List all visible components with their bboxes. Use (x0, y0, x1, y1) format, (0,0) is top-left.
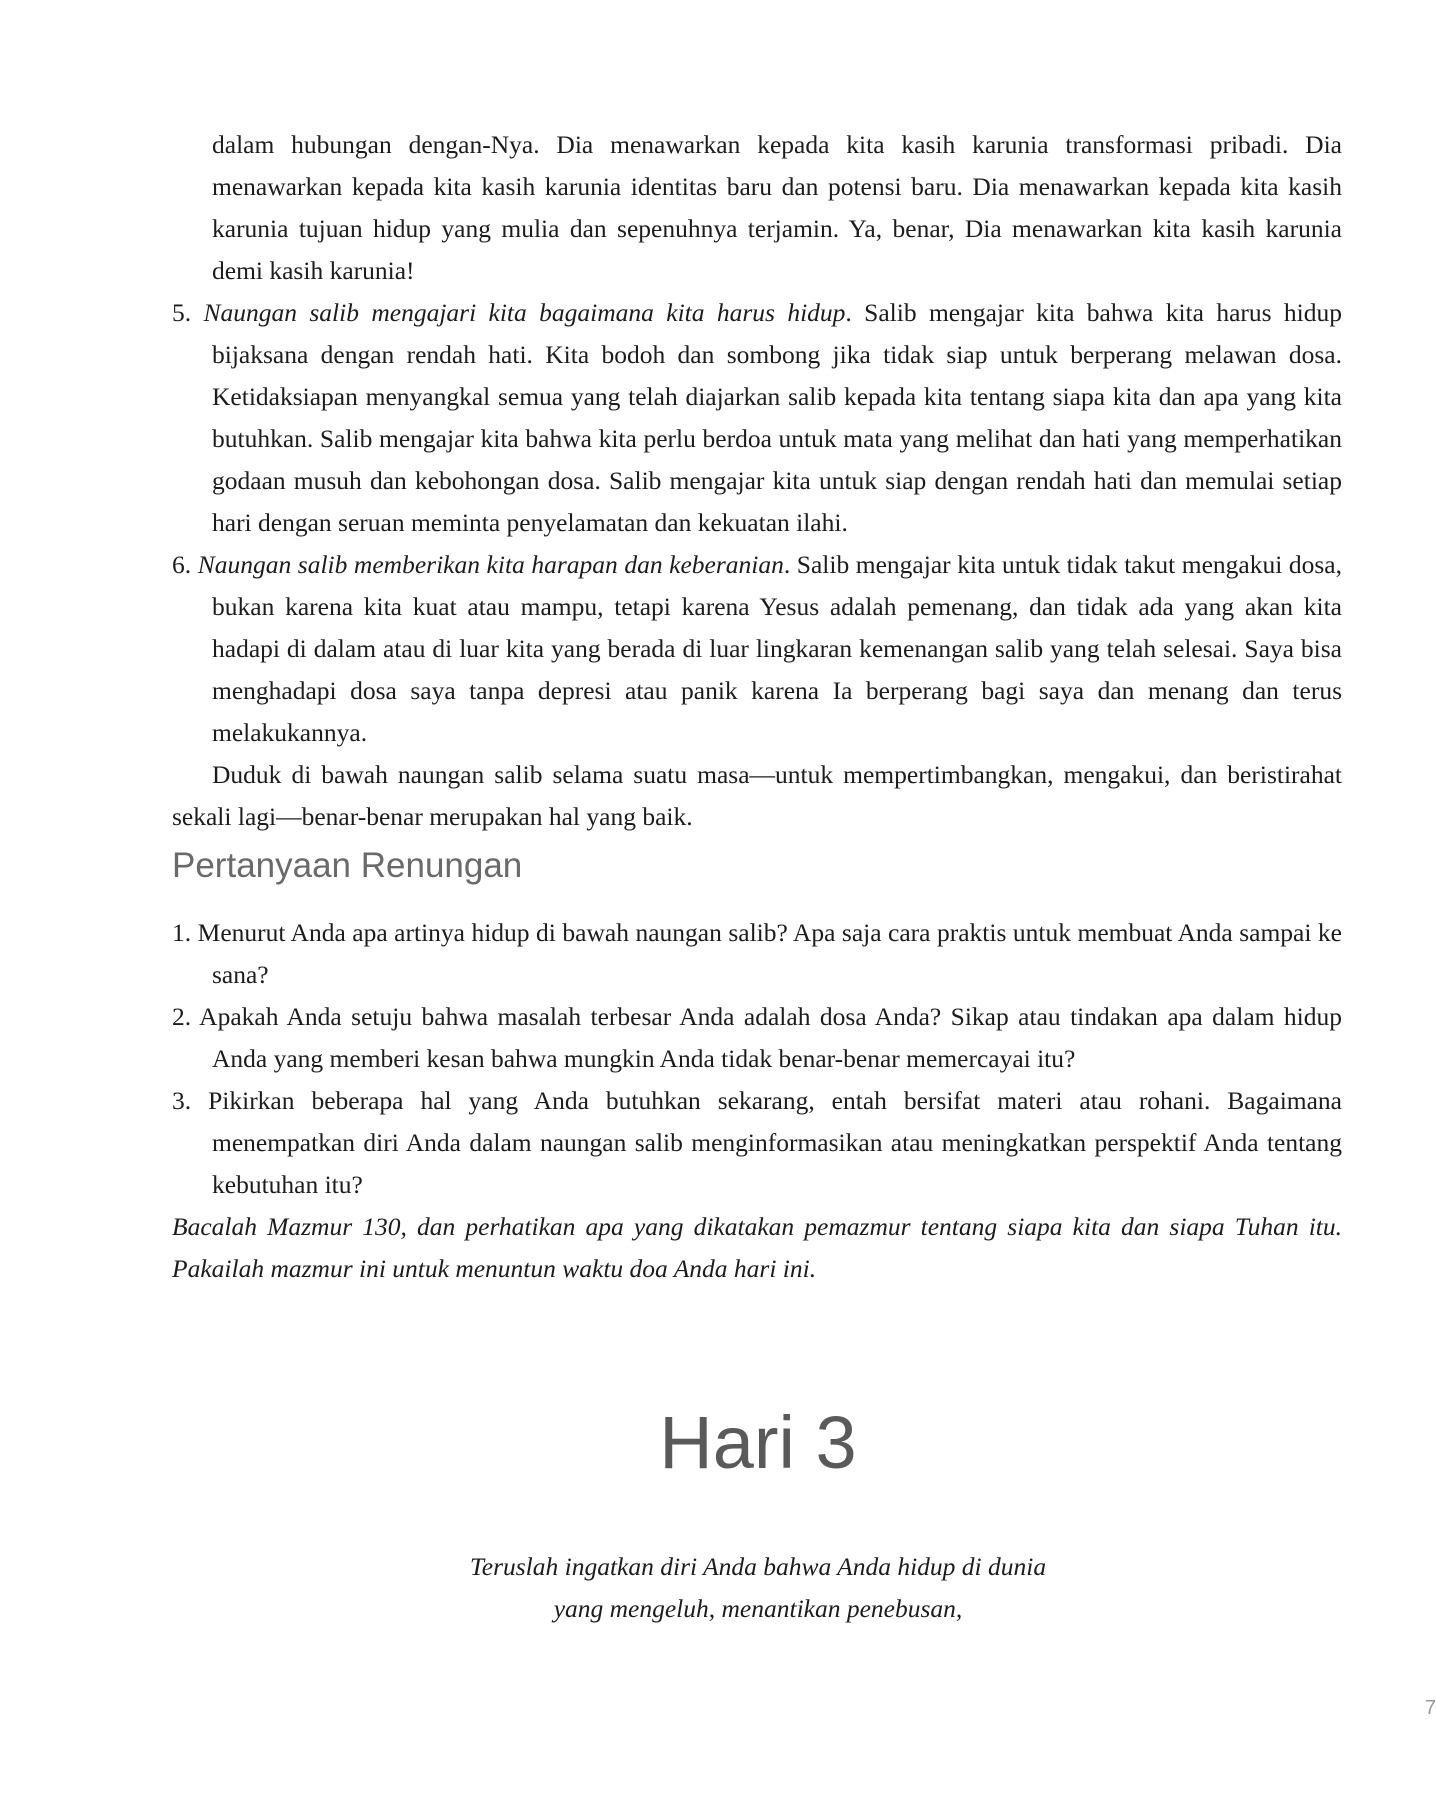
question-text: Apakah Anda setuju bahwa masalah terbesar Anda adalah dosa Anda? Sikap atau tindakan apa dalam hidup Anda yang memberi kesan bahwa mungkin Anda tidak benar-benar memercayai itu? (199, 1002, 1343, 1073)
item-number: 6. (172, 550, 192, 579)
question-number: 1. (172, 918, 192, 947)
item-body: . Salib mengajar kita bahwa kita harus hidup bijaksana dengan rendah hati. Kita bodoh dan sombong jika tidak siap untuk berperang melawan dosa. Ketidaksiapan menyangkal semua yang telah diajarkan salib kepada kita tentang siapa kita dan apa yang kita butuhkan. Salib mengajar kita bahwa kita perlu berdoa untuk mata yang melihat dan hati yang memperhatikan godaan musuh dan kebohongan dosa. Salib mengajar kita untuk siap dengan rendah hati dan memulai setiap hari dengan seruan meminta penyelamatan dan kekuatan ilahi. (212, 298, 1343, 537)
epigraph (0, 1546, 1436, 1630)
question-3 (172, 1080, 1342, 1206)
list-item-5 (172, 292, 1342, 544)
item-body: . Salib mengajar kita untuk tidak takut mengakui dosa, bukan karena kita kuat atau mampu, tetapi karena Yesus adalah pemenang, dan tidak ada yang akan kita hadapi di dalam atau di luar kita yang berada di luar lingkaran kemenangan salib yang telah selesai. Saya bisa menghadapi dosa saya tanpa depresi atau panik karena Ia berperang bagi saya dan menang dan terus melakukannya. (212, 550, 1342, 747)
list-item-6 (172, 544, 1342, 754)
epigraph-line: Teruslah ingatkan diri Anda bahwa Anda hidup di dunia (469, 1552, 1047, 1581)
page-body (172, 124, 1342, 1290)
item-lead: Naungan salib mengajari kita bagaimana kita harus hidup (203, 298, 846, 327)
page-number: 7 (1424, 1697, 1436, 1719)
intro-continuation: dalam hubungan dengan-Nya. Dia menawarkan kepada kita kasih karunia transformasi pribadi. Dia menawarkan kepada kita kasih karunia identitas baru dan potensi baru. Dia menawarkan kepada kita kasih karunia tujuan hidup yang mulia dan sepenuhnya terjamin. Ya, benar, Dia menawarkan kita kasih karunia demi kasih karunia! (212, 130, 1342, 285)
item-lead: Naungan salib memberikan kita harapan dan keberanian (197, 550, 784, 579)
section-heading: Pertanyaan Renungan (172, 846, 523, 885)
reading-instruction: Bacalah Mazmur 130, dan perhatikan apa yang dikatakan pemazmur tentang siapa kita dan siapa Tuhan itu. Pakailah mazmur ini untuk menuntun waktu doa Anda hari ini. (172, 1212, 1342, 1283)
question-text: Pikirkan beberapa hal yang Anda butuhkan sekarang, entah bersifat materi atau rohani. Bagaimana menempatkan diri Anda dalam naungan salib menginformasikan atau meningkatkan perspektif Anda tentang kebutuhan itu? (208, 1086, 1342, 1199)
question-text: Menurut Anda apa artinya hidup di bawah naungan salib? Apa saja cara praktis untuk membuat Anda sampai ke sana? (197, 918, 1343, 989)
question-2 (172, 996, 1342, 1080)
concluding-paragraph: Duduk di bawah naungan salib selama suatu masa—untuk mempertimbangkan, mengakui, dan beristirahat sekali lagi—benar-benar merupakan hal yang baik. (172, 760, 1342, 831)
question-number: 3. (172, 1086, 192, 1115)
question-number: 2. (172, 1002, 192, 1031)
epigraph-line: yang mengeluh, menantikan penebusan, (553, 1594, 963, 1623)
day-title: Hari 3 (659, 1401, 857, 1484)
item-number: 5. (172, 298, 192, 327)
question-1 (172, 912, 1342, 996)
